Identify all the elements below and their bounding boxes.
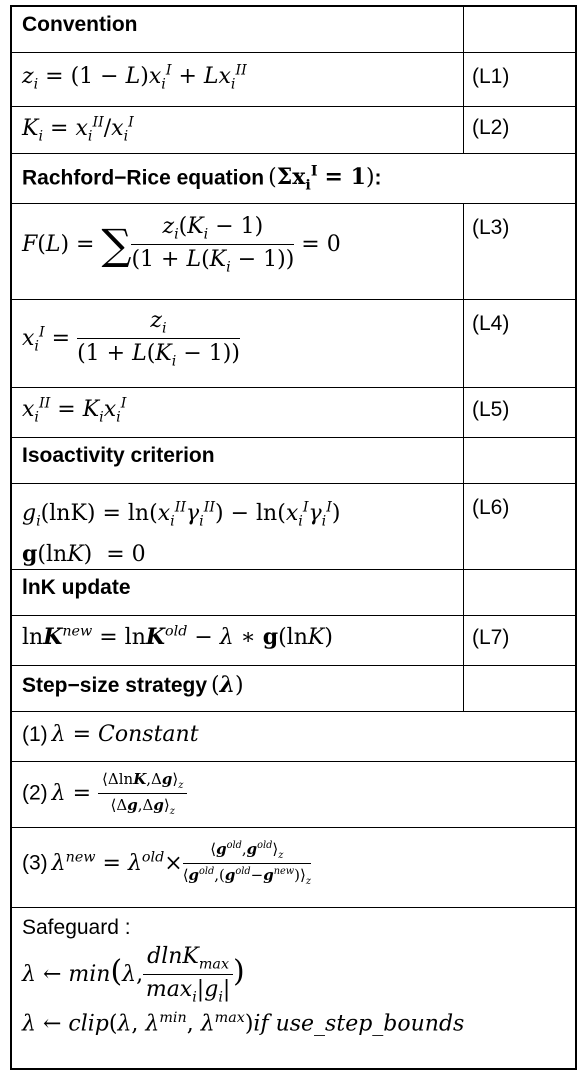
equation-L1: $z_i = (1 - L)x_i^I + Lx_i^{II}$ xyxy=(22,63,247,93)
strategy-1-value: Constant xyxy=(98,722,199,747)
safeguard-title: Safeguard : xyxy=(22,916,131,939)
equation-tag-L1: (L1) xyxy=(472,65,510,88)
safeguard-condition: if use_step_bounds xyxy=(253,1011,465,1037)
strategy-2-label: (2) xyxy=(22,781,48,805)
equation-tag-L4: (L4) xyxy=(472,312,510,335)
equation-row-L4 xyxy=(12,300,575,388)
equation-L2: $K_i = x_i^{II}/x_i^I$ xyxy=(22,115,134,145)
safeguard-min-formula: λ ← min(λ, $\frac{dlnK_{max}}{\max_i|g_i|}$ ) xyxy=(22,944,245,1006)
isoactivity-heading: Isoactivity criterion xyxy=(22,444,215,467)
equation-L4: $x_i^I$ = $\frac{z_i}{(1 + L(K_i - 1))}$ xyxy=(22,308,240,370)
strategy-row-3 xyxy=(12,828,575,908)
strategy-2-formula: λ = $\frac{⟨\Delta\ln K,\Delta g⟩_z}{⟨\Delta g,\Delta g⟩_z}$ xyxy=(52,781,188,806)
equation-L7: lnK$^{new}$ = lnK$^{old}$ − λ ∗ g(lnK) xyxy=(22,624,333,651)
lnk-update-header-row xyxy=(12,570,575,616)
equation-L6-line2: g(lnK) = 0 xyxy=(22,540,146,567)
step-size-heading: Step−size strategy xyxy=(22,674,208,697)
step-size-symbol: (λ) xyxy=(211,672,244,698)
equation-row-L5 xyxy=(12,388,575,438)
equation-tag-L5: (L5) xyxy=(472,398,510,421)
isoactivity-header-row xyxy=(12,438,575,484)
safeguard-clip-formula: λ ← clip(λ, $\lambda^{min}$, $\lambda^{max})if$ use_step_bounds xyxy=(22,1009,465,1037)
equation-row-L3 xyxy=(12,204,575,300)
equation-row-L6 xyxy=(12,484,575,570)
strategy-row-1 xyxy=(12,712,575,762)
equation-L6-line1: $g_i(\ln K) = \ln(x_i^{II}\gamma_i^{II}) - \ln(x_i^I\gamma_i^I)$ xyxy=(22,500,341,530)
lnk-update-heading: lnK update xyxy=(22,576,131,599)
equation-tag-L7: (L7) xyxy=(472,626,510,649)
safeguard-clip-word: clip xyxy=(68,1011,109,1037)
strategy-row-2 xyxy=(12,762,575,828)
strategy-3-formula: $\lambda^{new} = \lambda^{old}\times$ $\frac{⟨g^{old},g^{old}⟩_z}{⟨g^{old},(g^{old}-g^{new})⟩_z}$ xyxy=(51,840,311,887)
step-size-header-row xyxy=(12,666,575,712)
rachford-rice-condition: $(\Sigma x_i^I = 1)$ xyxy=(268,164,375,194)
equation-tag-L2: (L2) xyxy=(472,116,510,139)
safeguard-row xyxy=(12,908,575,1068)
equation-L3: F(L) = ∑ $\frac{z_i(K_i - 1)}{(1 + L(K_i - 1))}$ = 0 xyxy=(22,214,341,276)
rachford-rice-heading: Rachford−Rice equation xyxy=(22,166,265,190)
strategy-1-label: (1) xyxy=(22,723,48,746)
safeguard-min-word: min xyxy=(68,961,111,987)
equation-row-L1 xyxy=(12,53,575,107)
equation-tag-L6: (L6) xyxy=(472,496,510,519)
convention-heading: Convention xyxy=(22,13,138,36)
equation-tag-L3: (L3) xyxy=(472,216,510,239)
equations-table xyxy=(10,5,577,1070)
strategy-3-label: (3) xyxy=(22,851,48,875)
strategy-1-formula: λ = Constant xyxy=(51,722,199,747)
equation-row-L2 xyxy=(12,107,575,154)
convention-header-row xyxy=(12,7,575,53)
equation-L5: $x_i^{II} = K_ix_i^I$ xyxy=(22,396,127,426)
equation-row-L7 xyxy=(12,616,575,666)
rachford-rice-header-row: Rachford−Rice equation $(\Sigma x_i^I = 1)$: xyxy=(12,154,575,204)
